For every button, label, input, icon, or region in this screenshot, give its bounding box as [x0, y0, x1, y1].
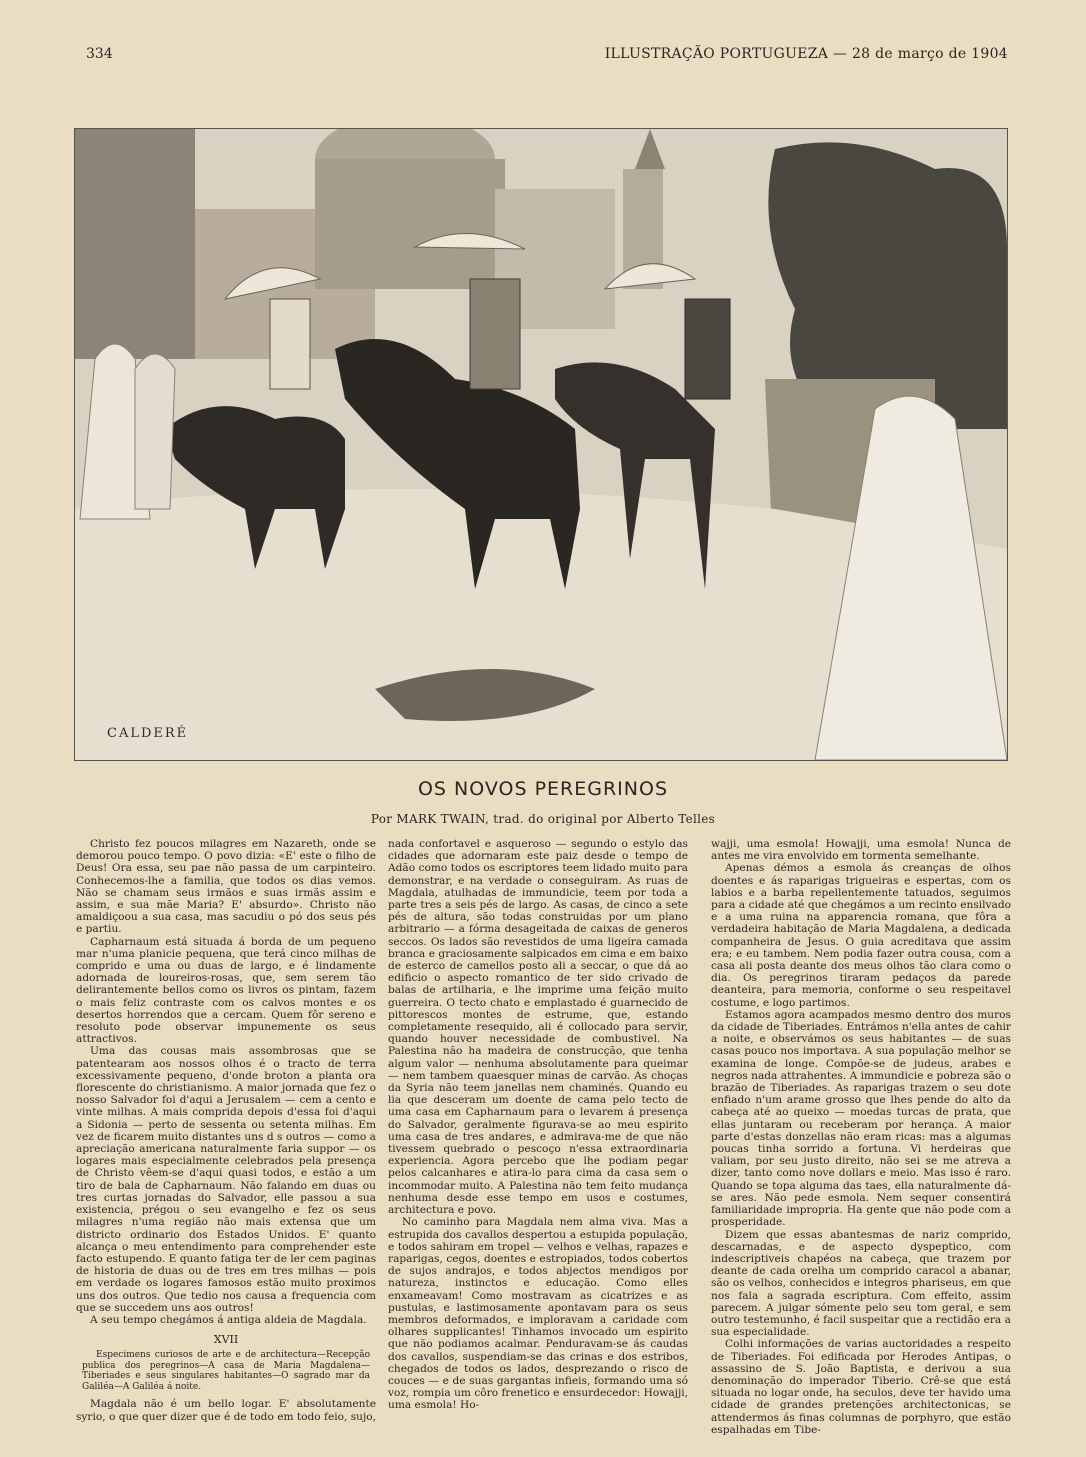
- paragraph: Colhi informações de varias auctoridades a respeito de Tiberiades. Foi edificada por Herodes Antipas, o assassino de S. João Baptista, e derivou a sua denominação do imperador Tiberio. Crê-se que está situada no logar onde, ha seculos, deve ter havido uma cidade de grandes pretenções architectonicas, se attendermos ás finas columnas de porphyro, que estão espalhadas em Tibe-: [711, 1338, 1011, 1436]
- artist-signature: CALDERÉ: [107, 726, 189, 741]
- section-summary: Especimens curiosos de arte e de architectura—Recepção publica dos peregrinos—A casa de Maria Magdalena—Tiberiades e seus singulares habitantes—O sagrado mar da Galiléa—A Galiléa á noite.: [82, 1350, 370, 1392]
- paragraph: Magdala não é um bello logar. E' absolutamente syrio, o que quer dizer que é de todo em todo feio, sujo,: [76, 1398, 377, 1423]
- paragraph: A seu tempo chegámos á antiga aldeia de Magdala.: [90, 1313, 367, 1326]
- article-byline: Por MARK TWAIN, trad. do original por Alberto Telles: [370, 812, 716, 826]
- paragraph: Capharnaum está situada á borda de um pequeno mar n'uma planicie pequena, que terá cinco milhas de comprido e uma ou duas de largo, e é lindamente adornada de loureiros-rosas, que, sem serem tão delirantemente bellos como os livros os pintam, fazem o mais feliz contraste com os calvos montes e os desertos horrendos que a cercam. Quem fôr sereno e resoluto pode observar impunemente os seus attractivos.: [76, 935, 376, 1046]
- page-number: 334: [86, 46, 113, 62]
- text-column-3: [711, 838, 1011, 1436]
- paragraph: Uma das cousas mais assombrosas que se patentearam aos nossos olhos é o tracto de terra excessivamente pequeno, d'onde broton a planta ora florescente do christianismo. A maior jornada que fez o nosso Salvador foi d'aqui a Jerusalem — cem a cento e vinte milhas. A mais comprida depois d'essa foi d'aqui a Sidonia — perto de sessenta ou setenta milhas. Em vez de ficarem muito distantes uns d s outros — como a apreciação americana naturalmente faria suppor — os logares mais especialmente celebrados pela presença de Christo vêem-se d'aqui quasi todos, e estão a um tiro de bala de Capharnaum. Não falando em duas ou tres curtas jornadas do Salvador, elle passou a sua existencia, prégou o seu evangelho e fez os seus milagres n'uma região não mais extensa que um districto ordinario dos Estados Unidos. E' quanto alcança o meu entendimento para comprehender este facto estupendo. E quanto fatiga ter de ler cem paginas de historia de duas ou de tres em tres milhas — pois em verdade os logares famosos estão muito proximos uns dos outros. Que tedio nos causa a frequencia com que se succedem uns aos outros!: [76, 1045, 376, 1314]
- paragraph: Christo fez poucos milagres em Nazareth, onde se demorou pouco tempo. O povo dizia: «E' este o filho de Deus! Ora essa, seu pae não passa de um carpinteiro. Conhecemos-lhe a familia, que todos os dias vemos. Não se chamam seus irmãos e suas irmãs assim e assim, e sua mãe Maria? E' absurdo». Christo não amaldiçoou a sua casa, mas sacudiu o pó dos seus pés e partiu.: [76, 838, 376, 936]
- article-title: OS NOVOS PEREGRINOS: [417, 778, 669, 800]
- text-column-2: [388, 838, 688, 1412]
- text-column-1: [76, 838, 376, 1423]
- section-number: XVII: [213, 1333, 239, 1347]
- paragraph: Apenas démos a esmola ás creanças de olhos doentes e ás raparigas trigueiras e espertas, com os labios e a barba repellentemente tatuados, seguimos para a cidade até que chegámos a um recinto ensilvado e a uma ruina na apparencia romana, que fôra a verdadeira habitação de Maria Magdalena, a dedicada companheira de Jesus. O guia acreditava que assim era; e eu tambem. Nem podia fazer outra cousa, com a casa ali posta deante dos meus olhos tão clara como o dia. Os peregrinos tiraram pedaços da parede deanteira, para memoria, conforme o seu respeitavel costume, e logo partimos.: [711, 862, 1011, 1009]
- running-header: ILLUSTRAÇÃO PORTUGUEZA — 28 de março de 1904: [604, 46, 1008, 62]
- illustration-pilgrims-on-horseback: [74, 128, 1008, 761]
- paragraph: wajji, uma esmola! Howajji, uma esmola! Nunca de antes me vira envolvido em tormenta semelhante.: [711, 838, 1011, 863]
- paragraph: nada confortavel e asqueroso — segundo o estylo das cidades que adornaram este paiz desde o tempo de Adão como todos os escriptores teem lidado muito para demonstrar, e na verdade o conseguiram. As ruas de Magdala, atulhadas de immundicie, teem por toda a parte tres a seis pés de largo. As casas, de cinco a sete pés de altura, são todas construidas por um plano arbitrario — a fórma desageitada de caixas de generos seccos. Os lados são revestidos de uma ligeira camada branca e graciosamente salpicados em cima e em baixo de esterco de camellos posto ali a seccar, o que dá ao edificio o aspecto romantico de ter sido crivado de balas de artilharia, e lhe imprime uma feição muito guerreira. O tecto chato e emplastado é guarnecido de pittorescos montes de estrume, que, estando completamente resequido, ali é collocado para servir, quando houver necessidade de combustivel. Na Palestina não ha madeira de construcção, que tenha algum valor — nenhuma absolutamente para queimar — nem tambem quaesquer minas de carvão. As choças da Syria não teem janellas nem chaminés. Quando eu lia que desceram um doente de cama pelo tecto de uma casa em Capharnaum para o levarem á presença do Salvador, geralmente figurava-se ao meu espirito uma casa de tres andares, e admirava-me de que não tivessem quebrado o pescoço n'essa extraordinaria experiencia. Agora percebo que lhe podiam pegar pelos calcanhares e atira-lo para cima da casa sem o incommodar muito. A Palestina não tem feito mudança nenhuma desde esse tempo em usos e costumes, architectura e povo.: [388, 838, 688, 1217]
- paragraph: No caminho para Magdala nem alma viva. Mas a estrupida dos cavallos despertou a estupida população, e todos sahiram em tropel — velhos e velhas, rapazes e raparigas, cegos, doentes e estropiados, todos cobertos de sujos andrajos, e todos abjectos mendigos por natureza, instinctos e educação. Como elles enxameavam! Como mostravam as cicatrizes e as pustulas, e lastimosamente apontavam para os seus membros deformados, e imploravam a caridade com olhares supplicantes! Tinhamos invocado um espirito que não podiamos acalmar. Penduravam-se ás caudas dos cavallos, suspendiam-se das crinas e dos estribos, chegados de todos os lados, desprezando o risco de couces — e de suas gargantas infieis, formando uma só voz, rompia um côro frenetico e ensurdecedor: Howajji, uma esmola! Ho-: [388, 1216, 688, 1412]
- paragraph: Dizem que essas abantesmas de nariz comprido, descarnadas, e de aspecto dyspeptico, com indescriptiveis chapéos na cabeça, que trazem por deante de cada orelha um comprido caracol a abanar, são os velhos, conhecidos e integros phariseus, em que nos fala a sagrada escriptura. Com effeito, assim parecem. A julgar sómente pelo seu tom geral, e sem outro testemunho, é facil suspeitar que a rectidão era a sua especialidade.: [711, 1228, 1011, 1339]
- paragraph: Estamos agora acampados mesmo dentro dos muros da cidade de Tiberiades. Entrámos n'ella antes de cahir a noite, e observámos os seus habitantes — de suas casas pouco nos importava. A sua população melhor se examina de longe. Compõe-se de judeus, arabes e negros nada attrahentes. A immundicie e pobreza são o brazão de Tiberiades. As raparigas trazem o seu dote enfiado n'um arame grosso que lhes pende do alto da cabeça até ao queixo — moedas turcas de prata, que ellas juntaram ou receberam por herança. A maior parte d'estas donzellas não eram ricas: mas a algumas poucas tinha sorrido a fortuna. Vi herdeiras que valiam, por seu justo direito, não sei se me atreva a dizer, tanto como nove dollars e meio. Mas isso é raro. Quando se topa alguma das taes, ella naturalmente dá-se ares. Não pede esmola. Nem sequer consentirá familiaridade impropria. Ha gente que não pode com a prosperidade.: [711, 1008, 1011, 1229]
